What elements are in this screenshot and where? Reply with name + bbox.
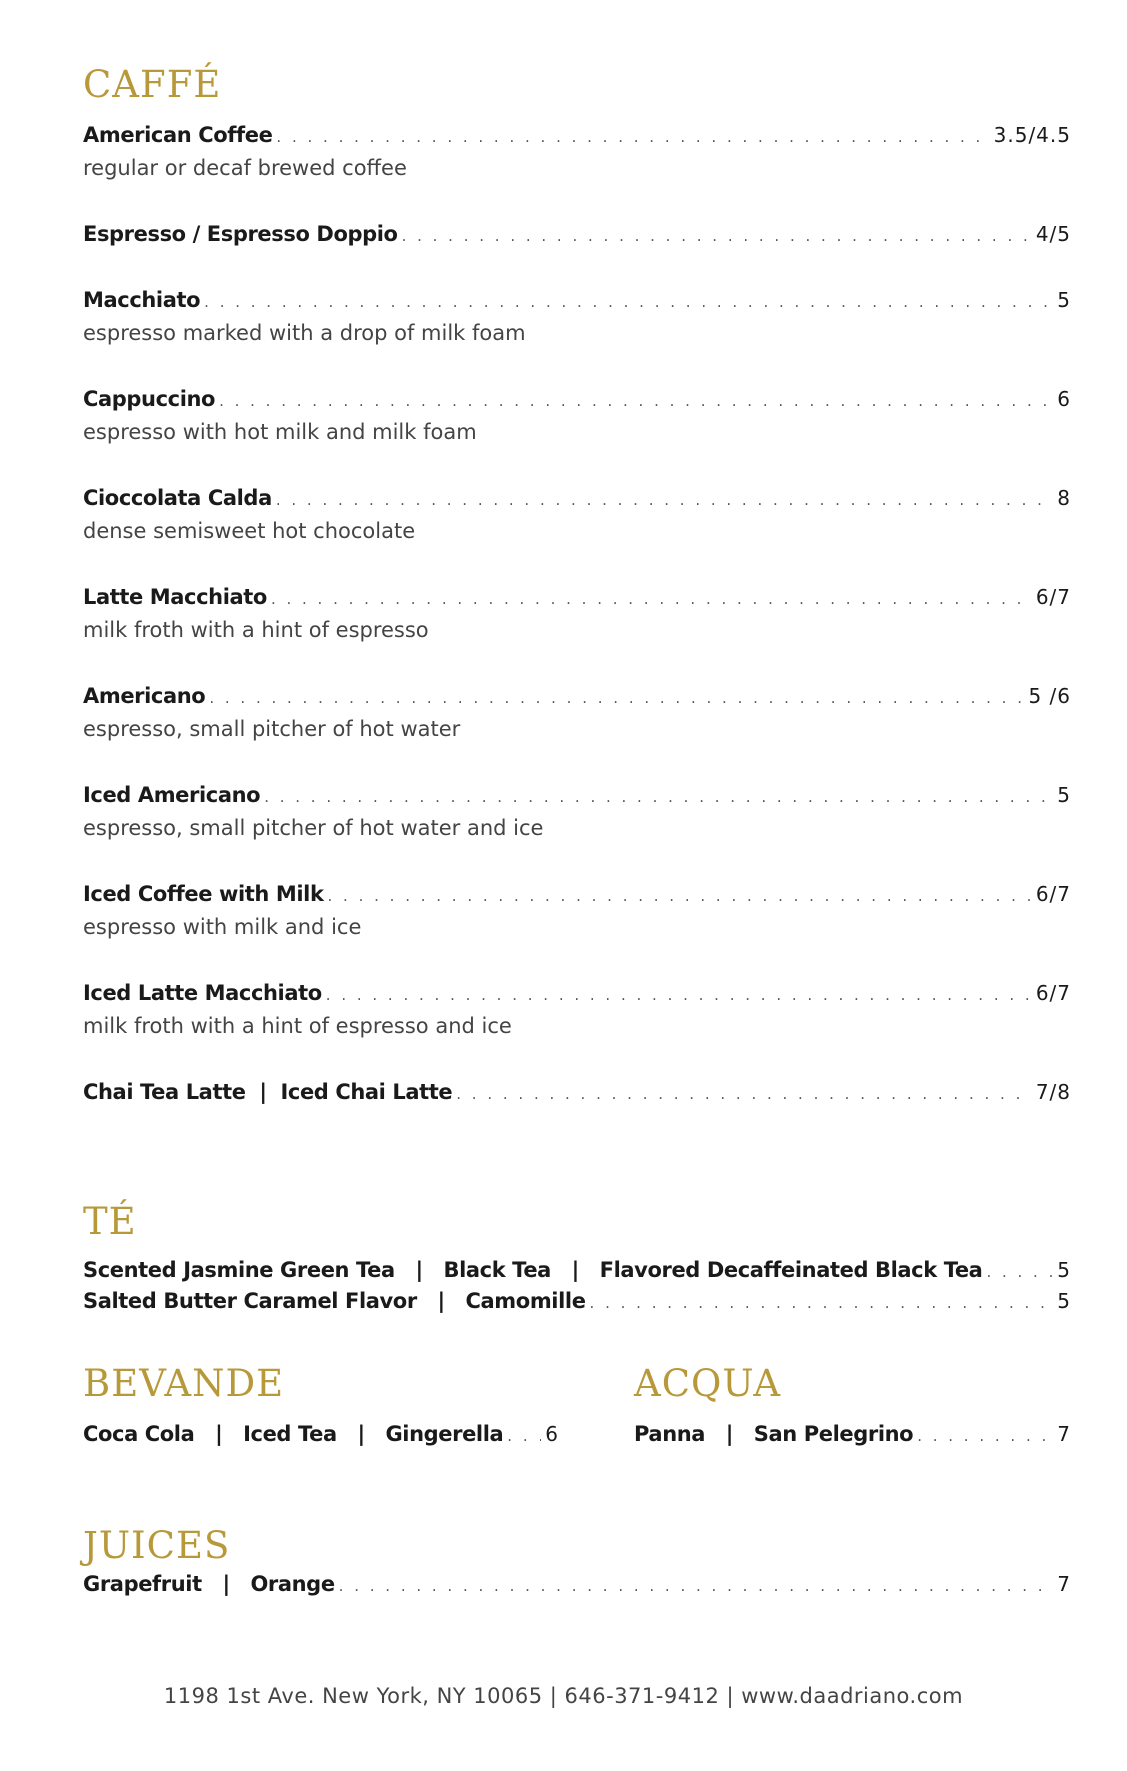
dot-leader	[276, 487, 1053, 513]
item-description: espresso marked with a drop of milk foam	[83, 321, 526, 345]
dot-leader	[507, 1423, 541, 1449]
item-description: dense semisweet hot chocolate	[83, 519, 416, 543]
dot-leader	[264, 784, 1053, 810]
item-name: Iced Coffee with Milk	[83, 882, 324, 906]
item-name: Coca Cola | Iced Tea | Gingerella	[83, 1422, 504, 1446]
menu-item-espresso	[83, 221, 1071, 249]
item-description: milk froth with a hint of espresso	[83, 618, 429, 642]
item-price: 4/5	[1035, 222, 1071, 246]
item-name: Americano	[83, 684, 206, 708]
menu-item-latte-macchiato	[83, 584, 1071, 612]
item-description: espresso with milk and ice	[83, 915, 362, 939]
section-heading-acqua: ACQUA	[634, 1362, 782, 1405]
menu-item-iced-americano	[83, 782, 1071, 810]
item-name: Grapefruit | Orange	[83, 1572, 335, 1596]
item-price: 7	[1057, 1422, 1071, 1446]
item-name: Macchiato	[83, 288, 201, 312]
tea-line-1	[83, 1257, 1071, 1285]
bevande-line	[83, 1421, 559, 1449]
item-price: 5	[1057, 1258, 1071, 1282]
item-name: Iced Latte Macchiato	[83, 981, 322, 1005]
item-price: 8	[1057, 486, 1071, 510]
item-description: espresso with hot milk and milk foam	[83, 420, 477, 444]
section-heading-juices: JUICES	[83, 1524, 231, 1567]
dot-leader	[456, 1081, 1032, 1107]
footer-contact: 1198 1st Ave. New York, NY 10065 | 646-371-9412 | www.daadriano.com	[163, 1684, 964, 1708]
item-price: 7/8	[1035, 1080, 1071, 1104]
menu-item-cioccolata-calda	[83, 485, 1071, 513]
dot-leader	[986, 1259, 1053, 1285]
item-price: 6/7	[1035, 981, 1071, 1005]
item-description: espresso, small pitcher of hot water and ice	[83, 816, 544, 840]
item-name: Latte Macchiato	[83, 585, 267, 609]
item-price: 6	[1057, 387, 1071, 411]
dot-leader	[402, 223, 1032, 249]
menu-item-macchiato	[83, 287, 1071, 315]
tea-line-2	[83, 1288, 1071, 1316]
dot-leader	[219, 388, 1053, 414]
item-price: 5	[1057, 783, 1071, 807]
item-name: Scented Jasmine Green Tea | Black Tea | Flavored Decaffeinated Black Tea	[83, 1258, 983, 1282]
item-name: Cappuccino	[83, 387, 216, 411]
dot-leader	[339, 1573, 1054, 1599]
item-price: 3.5/4.5	[993, 123, 1071, 147]
item-name: Cioccolata Calda	[83, 486, 272, 510]
menu-item-american-coffee	[83, 122, 1071, 150]
item-price: 5 /6	[1028, 684, 1071, 708]
juices-line	[83, 1571, 1071, 1599]
section-heading-bevande: BEVANDE	[83, 1362, 285, 1405]
acqua-line	[634, 1421, 1071, 1449]
menu-item-chai-tea-latte	[83, 1079, 1071, 1107]
item-description: milk froth with a hint of espresso and ice	[83, 1014, 512, 1038]
dot-leader	[204, 289, 1053, 315]
dot-leader	[209, 685, 1024, 711]
item-name: Espresso / Espresso Doppio	[83, 222, 398, 246]
item-price: 6	[545, 1422, 559, 1446]
dot-leader	[271, 586, 1032, 612]
dot-leader	[326, 982, 1032, 1008]
section-heading-te: TÉ	[83, 1200, 137, 1243]
item-price: 7	[1057, 1572, 1071, 1596]
item-price: 5	[1057, 288, 1071, 312]
menu-item-iced-coffee-with-milk	[83, 881, 1071, 909]
dot-leader	[328, 883, 1032, 909]
item-name: Chai Tea Latte | Iced Chai Latte	[83, 1080, 453, 1104]
item-price: 6/7	[1035, 882, 1071, 906]
item-name: American Coffee	[83, 123, 273, 147]
menu-item-iced-latte-macchiato	[83, 980, 1071, 1008]
dot-leader	[276, 124, 989, 150]
dot-leader	[590, 1290, 1054, 1316]
item-description: espresso, small pitcher of hot water	[83, 717, 461, 741]
item-description: regular or decaf brewed coffee	[83, 156, 407, 180]
item-name: Iced Americano	[83, 783, 261, 807]
item-name: Panna | San Pelegrino	[634, 1422, 914, 1446]
item-name: Salted Butter Caramel Flavor | Camomille	[83, 1289, 586, 1313]
menu-item-americano	[83, 683, 1071, 711]
item-price: 5	[1057, 1289, 1071, 1313]
dot-leader	[917, 1423, 1053, 1449]
section-heading-caffe: CAFFÉ	[83, 63, 222, 106]
menu-item-cappuccino	[83, 386, 1071, 414]
item-price: 6/7	[1035, 585, 1071, 609]
